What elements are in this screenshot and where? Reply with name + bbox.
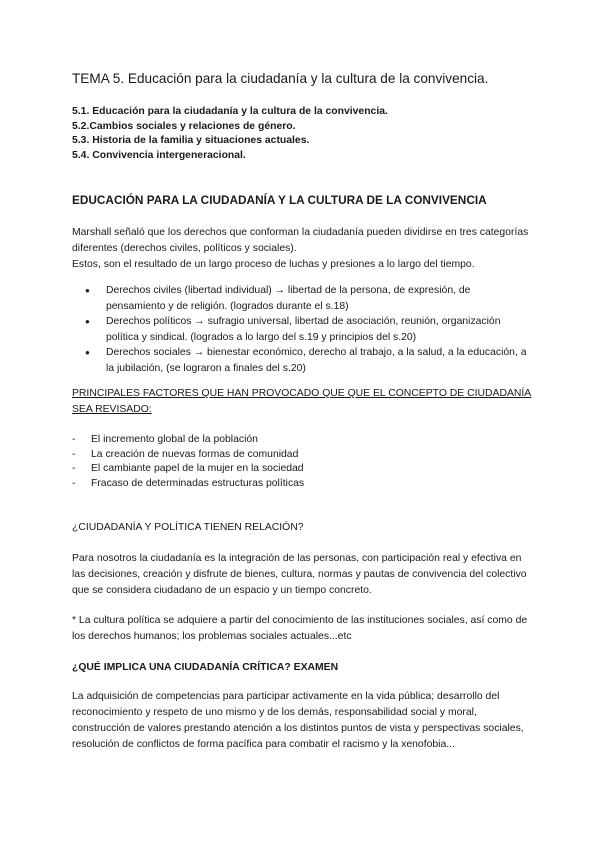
list-item: - La creación de nuevas formas de comunidad	[72, 448, 532, 463]
factors-list	[72, 433, 532, 491]
toc-item: 5.3. Historia de la familia y situaciones actuales.	[72, 135, 310, 146]
document-page	[72, 70, 532, 753]
note-paragraph: * La cultura política se adquiere a partir del conocimiento de las instituciones sociales, así como de los derechos humanos; los problemas sociales actuales...etc	[72, 615, 528, 643]
list-item: - El incremento global de la población	[72, 433, 532, 448]
rights-list	[72, 283, 532, 376]
document-title: TEMA 5. Educación para la ciudadanía y la cultura de la convivencia.	[72, 71, 489, 86]
list-item: ● Derechos sociales → bienestar económico, derecho al trabajo, a la salud, a la educación, a la jubilación, (se lograron a finales del s.20)	[72, 345, 532, 376]
intro-paragraph: Marshall señaló que los derechos que conforman la ciudadanía pueden dividirse en tres categorías diferentes (derechos civiles, políticos y sociales).	[72, 227, 529, 254]
toc-item: 5.4. Convivencia intergeneracional.	[72, 149, 246, 161]
answer-paragraph: Para nosotros la ciudadanía es la integración de las personas, con participación real y efectiva en las decisiones, creación y disfrute de bienes, cultura, normas y pautas de convivencia del colectivo que se considera ciudadano de un espacio y un tiempo concreto.	[72, 553, 527, 597]
list-item: - El cambiante papel de la mujer en la sociedad	[72, 462, 532, 477]
list-item: ● Derechos políticos → sufragio universal, libertad de asociación, reunión, organización política y sindical. (logrados a lo largo del s.19 y principios del s.20)	[72, 314, 532, 345]
list-item: - Fracaso de determinadas estructuras políticas	[72, 477, 532, 492]
table-of-contents	[72, 105, 532, 163]
question-heading: ¿CIUDADANÍA Y POLÍTICA TIENEN RELACIÓN?	[72, 522, 304, 534]
section-heading: EDUCACIÓN PARA LA CIUDADANÍA Y LA CULTURA DE LA CONVIVENCIA	[72, 193, 487, 207]
intro-paragraph-2: Estos, son el resultado de un largo proceso de luchas y presiones a lo largo del tiempo.	[72, 259, 475, 270]
toc-item: 5.1. Educación para la ciudadanía y la cultura de la convivencia.	[72, 106, 388, 117]
toc-item: 5.2.Cambios sociales y relaciones de género.	[72, 120, 296, 132]
list-item: ● Derechos civiles (libertad individual) → libertad de la persona, de expresión, de pensamiento y de religión. (logrados durante el s.18)	[72, 283, 532, 314]
factors-heading: PRINCIPALES FACTORES QUE HAN PROVOCADO QUE QUE EL CONCEPTO DE CIUDADANÍA SEA REVISADO:	[72, 388, 532, 415]
exam-question-heading: ¿QUÉ IMPLICA UNA CIUDADANÍA CRÍTICA? EXAMEN	[72, 662, 339, 674]
answer-paragraph-2: La adquisición de competencias para participar activamente en la vida pública; desarrollo del reconocimiento y respeto de uno mismo y de los demás, responsabilidad social y moral, construcción de valores prestando atención a los distintos puntos de vista y perspectivas sociales, resolución de conflictos de forma pacífica para combatir el racismo y la xenofobia...	[72, 691, 524, 751]
